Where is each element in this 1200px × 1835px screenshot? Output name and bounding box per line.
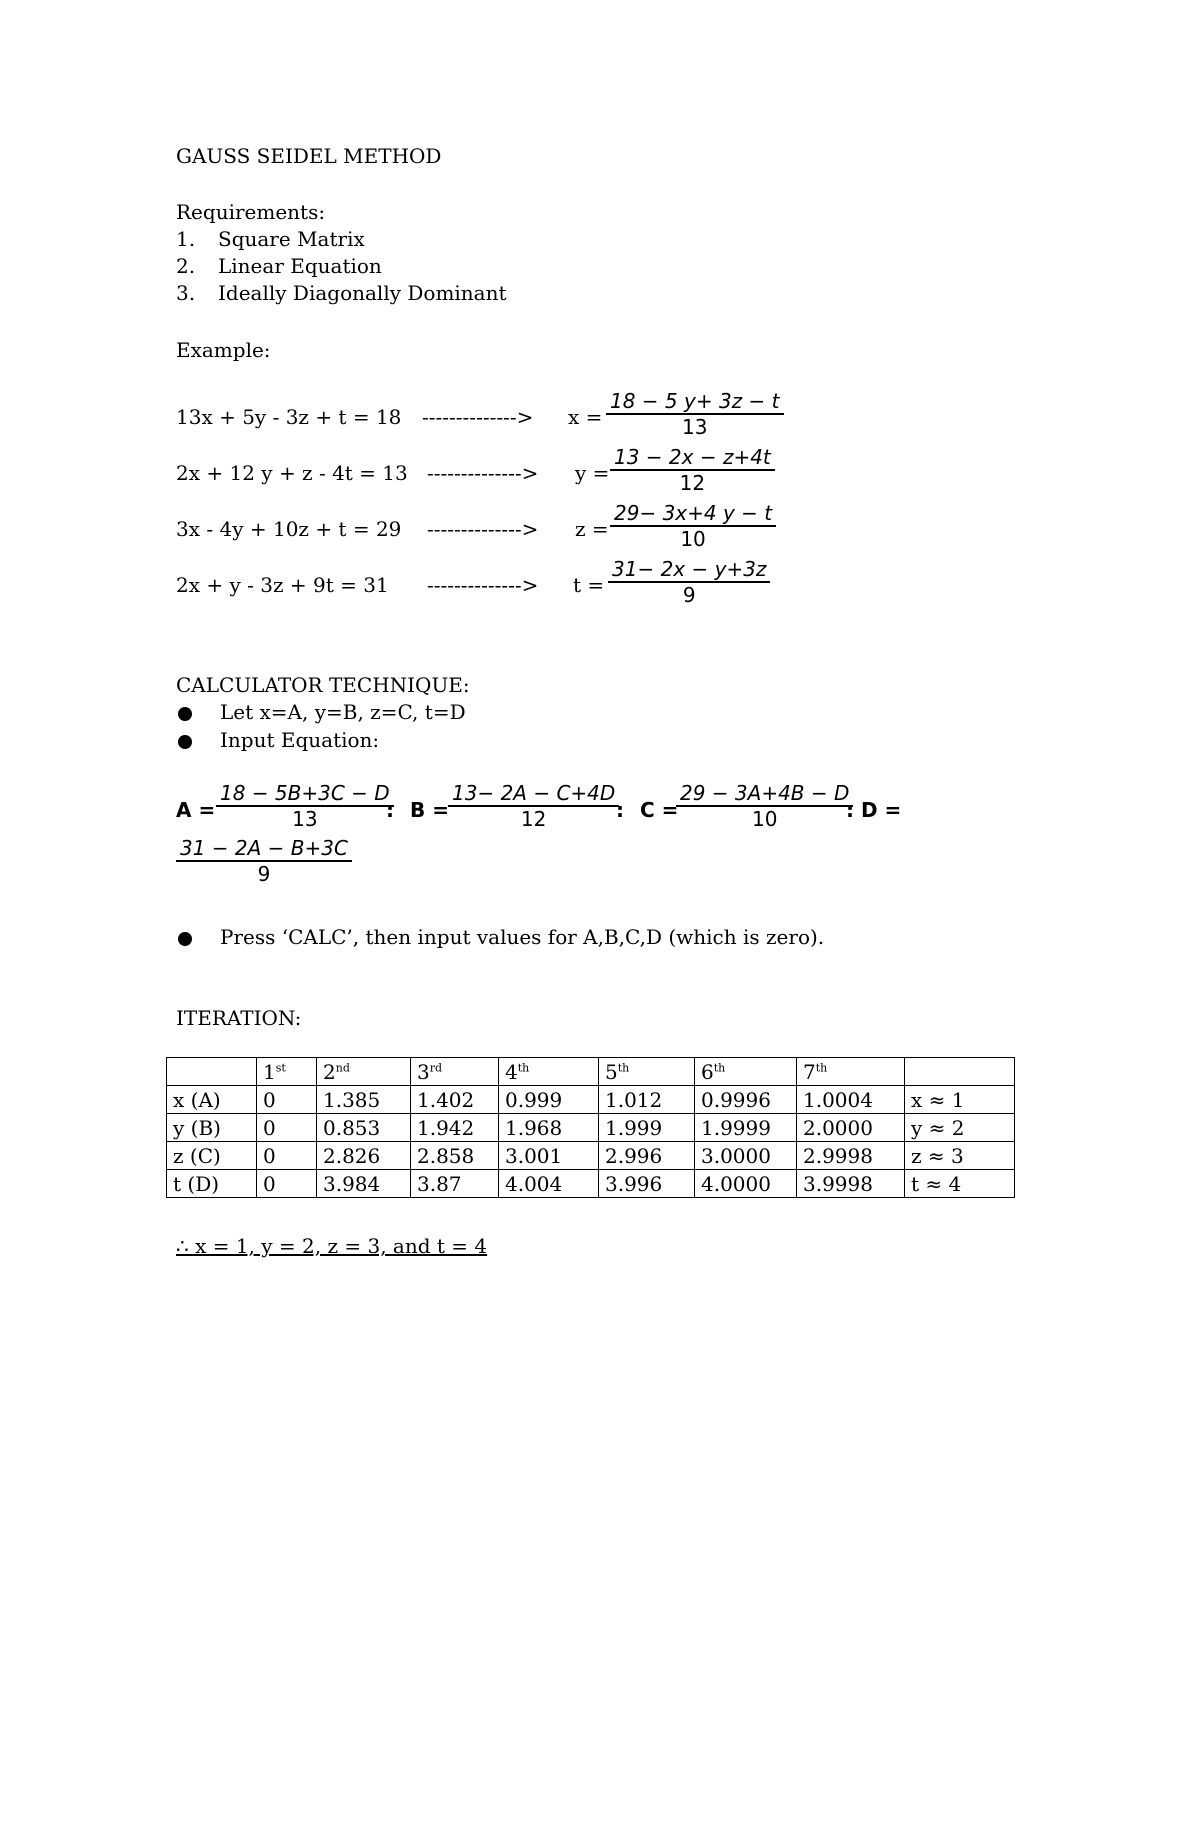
denominator: 13	[292, 807, 318, 831]
table-cell: 3.87	[411, 1170, 499, 1198]
numerator: 18 − 5B+3C − D	[216, 781, 394, 807]
solved-variable: x =	[568, 405, 603, 429]
calculator-heading: CALCULATOR TECHNIQUE:	[176, 673, 470, 697]
iteration-table	[166, 1057, 1015, 1198]
example-row	[176, 501, 776, 561]
fraction	[448, 781, 619, 831]
table-cell: x ≈ 1	[905, 1086, 1015, 1114]
table-cell: 0	[257, 1142, 317, 1170]
arrow: -------------->	[422, 405, 534, 429]
table-cell: 1.012	[599, 1086, 695, 1114]
calc-label-b: B =	[410, 798, 449, 822]
arrow: -------------->	[427, 517, 539, 541]
table-cell: 2.9998	[797, 1142, 905, 1170]
bullet-text: Let x=A, y=B, z=C, t=D	[220, 700, 466, 724]
conclusion-text: ∴ x = 1, y = 2, z = 3, and t = 4	[176, 1234, 488, 1258]
numerator: 29− 3x+4 y − t	[610, 501, 776, 527]
example-row	[176, 389, 780, 449]
denominator: 12	[679, 471, 706, 495]
bullet-icon	[178, 932, 192, 946]
header-cell: 3rd	[411, 1058, 499, 1086]
requirement-item	[176, 227, 365, 251]
table-cell: y (B)	[167, 1114, 257, 1142]
fraction	[216, 781, 394, 831]
table-cell: 0.9996	[695, 1086, 797, 1114]
table-row	[167, 1170, 1015, 1198]
calc-label-c: C =	[640, 798, 679, 822]
table-cell: z ≈ 3	[905, 1142, 1015, 1170]
separator: : D =	[846, 798, 902, 822]
requirement-item	[176, 281, 507, 305]
bullet-item	[176, 728, 379, 752]
requirement-item	[176, 254, 382, 278]
table-cell: 2.826	[317, 1142, 411, 1170]
table-cell: 0.999	[499, 1086, 599, 1114]
denominator: 9	[682, 583, 696, 607]
table-cell: 1.968	[499, 1114, 599, 1142]
table-cell: 0	[257, 1114, 317, 1142]
table-row	[167, 1114, 1015, 1142]
fraction	[610, 501, 776, 551]
solved-variable: y =	[575, 461, 610, 485]
denominator: 10	[680, 527, 706, 551]
equation-text: 3x - 4y + 10z + t = 29	[176, 517, 402, 541]
bullet-item	[176, 925, 824, 949]
table-cell: y ≈ 2	[905, 1114, 1015, 1142]
table-row	[167, 1086, 1015, 1114]
table-cell: 2.0000	[797, 1114, 905, 1142]
header-cell: 5th	[599, 1058, 695, 1086]
fraction	[176, 836, 352, 886]
denominator: 12	[520, 807, 547, 831]
arrow: -------------->	[427, 461, 539, 485]
bullet-item	[176, 700, 466, 724]
table-cell: 3.001	[499, 1142, 599, 1170]
table-cell: 4.004	[499, 1170, 599, 1198]
header-cell: 2nd	[317, 1058, 411, 1086]
requirement-number: 3.	[176, 281, 196, 305]
calculator-equation-line	[176, 836, 396, 896]
numerator: 18 − 5 y+ 3z − t	[606, 389, 784, 415]
numerator: 13 − 2x − z+4t	[610, 445, 775, 471]
requirement-text: Ideally Diagonally Dominant	[218, 281, 507, 305]
numerator: 31 − 2A − B+3C	[176, 836, 352, 862]
fraction	[610, 445, 775, 495]
header-cell: 6th	[695, 1058, 797, 1086]
table-cell: 2.996	[599, 1142, 695, 1170]
table-cell: 0.853	[317, 1114, 411, 1142]
table-cell: 1.942	[411, 1114, 499, 1142]
separator: :	[616, 798, 624, 822]
requirement-number: 2.	[176, 254, 196, 278]
document-title: GAUSS SEIDEL METHOD	[176, 144, 442, 168]
table-cell: 4.0000	[695, 1170, 797, 1198]
example-heading: Example:	[176, 338, 271, 362]
table-cell: t (D)	[167, 1170, 257, 1198]
table-cell: 1.999	[599, 1114, 695, 1142]
table-cell: 3.0000	[695, 1142, 797, 1170]
requirement-text: Linear Equation	[218, 254, 382, 278]
bullet-icon	[178, 735, 192, 749]
solved-variable: t =	[573, 573, 605, 597]
fraction	[606, 389, 784, 439]
equation-text: 2x + y - 3z + 9t = 31	[176, 573, 389, 597]
separator: :	[386, 798, 394, 822]
equation-text: 2x + 12 y + z - 4t = 13	[176, 461, 408, 485]
header-cell: 4th	[499, 1058, 599, 1086]
table-cell: t ≈ 4	[905, 1170, 1015, 1198]
table-row	[167, 1142, 1015, 1170]
fraction	[608, 557, 770, 607]
requirement-text: Square Matrix	[218, 227, 365, 251]
calc-label-a: A =	[176, 798, 216, 822]
table-cell: 3.984	[317, 1170, 411, 1198]
requirements-heading: Requirements:	[176, 200, 326, 224]
bullet-text: Input Equation:	[220, 728, 380, 752]
table-cell: 3.9998	[797, 1170, 905, 1198]
bullet-icon	[178, 707, 192, 721]
table-cell: 1.385	[317, 1086, 411, 1114]
header-cell: 1st	[257, 1058, 317, 1086]
numerator: 31− 2x − y+3z	[608, 557, 770, 583]
denominator: 9	[257, 862, 271, 886]
table-cell: 1.9999	[695, 1114, 797, 1142]
table-cell: 3.996	[599, 1170, 695, 1198]
solved-variable: z =	[575, 517, 609, 541]
table-cell: 0	[257, 1086, 317, 1114]
table-cell: x (A)	[167, 1086, 257, 1114]
numerator: 29 − 3A+4B − D	[676, 781, 853, 807]
numerator: 13− 2A − C+4D	[448, 781, 619, 807]
denominator: 10	[751, 807, 778, 831]
requirement-number: 1.	[176, 227, 196, 251]
table-cell: 1.402	[411, 1086, 499, 1114]
arrow: -------------->	[427, 573, 539, 597]
fraction	[676, 781, 853, 831]
header-cell: 7th	[797, 1058, 905, 1086]
table-header-row	[167, 1058, 1015, 1086]
example-row	[176, 445, 776, 505]
iteration-heading: ITERATION:	[176, 1006, 302, 1030]
header-cell	[905, 1058, 1015, 1086]
equation-text: 13x + 5y - 3z + t = 18	[176, 405, 402, 429]
denominator: 13	[682, 415, 708, 439]
table-cell: 0	[257, 1170, 317, 1198]
calculator-equation-line	[176, 781, 936, 841]
header-cell	[167, 1058, 257, 1086]
example-row	[176, 557, 776, 617]
bullet-text: Press ‘CALC’, then input values for A,B,C,D (which is zero).	[220, 925, 825, 949]
table-cell: z (C)	[167, 1142, 257, 1170]
table-cell: 2.858	[411, 1142, 499, 1170]
table-cell: 1.0004	[797, 1086, 905, 1114]
